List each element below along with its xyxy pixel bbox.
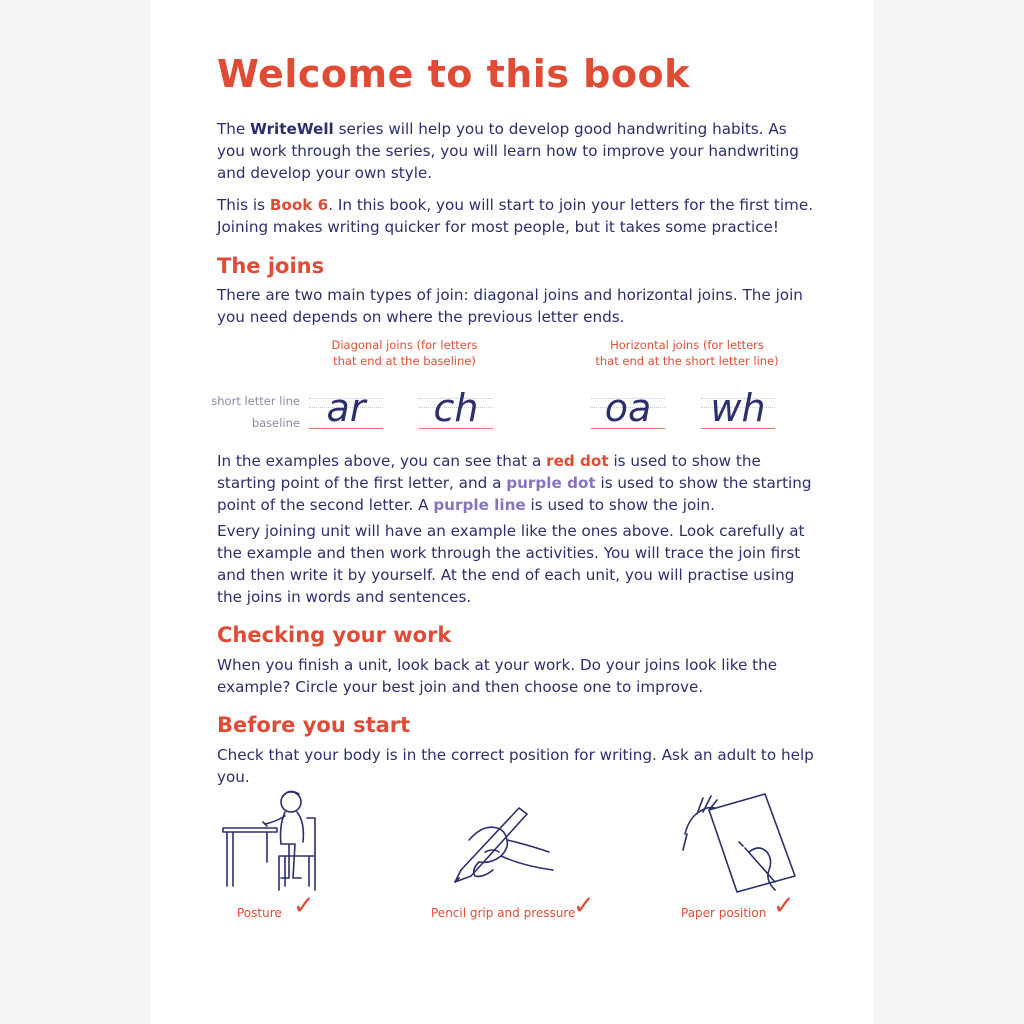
paper-position-tick-icon: ✓ [773,891,795,921]
join-example-ch: ch [419,386,493,436]
paper-position-illustration [679,790,799,894]
section-heading-checking: Checking your work [217,623,452,647]
posture-tick-icon: ✓ [293,891,315,921]
intro-paragraph-1: The WriteWell series will help you to develop good handwriting habits. As you work through the series, you will learn how to improve your handwriting and develop your own style. [217,120,799,182]
baseline-label: baseline [251,416,300,430]
purple-line-term: purple line [433,496,526,514]
pencil-grip-tick-icon: ✓ [573,891,595,921]
pencil-grip-label: Pencil grip and pressure [431,906,576,920]
every-unit-paragraph: Every joining unit will have an example like the ones above. Look carefully at the example and then work through the activities. You will trace the join first and then write it by yourself. At the end of each unit, you will practise using the joins in words and sentences. [217,522,805,606]
red-dot-term: red dot [546,452,609,470]
dots-explanation: In the examples above, you can see that a red dot is used to show the starting point of the first letter, and a purple dot is used to show the starting point of the second letter. A purple line is used to show the join. [217,452,812,514]
section-heading-joins: The joins [217,254,325,278]
horizontal-caption: Horizontal joins (for letters that end at the short letter line) [595,338,779,368]
paper-position-label: Paper position [681,906,767,920]
section-heading-before: Before you start [217,713,411,737]
posture-label: Posture [237,906,282,920]
intro-paragraph-2: This is Book 6. In this book, you will start to join your letters for the first time. Joining makes writing quicker for most people, but it takes some practice! [217,196,814,236]
join-example-wh: wh [701,386,775,436]
before-paragraph: Check that your body is in the correct position for writing. Ask an adult to help you. [217,746,814,786]
pencil-grip-illustration [449,800,559,890]
page-title: Welcome to this book [217,52,690,96]
join-example-ar: ar [309,386,383,436]
purple-dot-term: purple dot [506,474,596,492]
diagonal-caption: Diagonal joins (for letters that end at the baseline) [331,338,478,368]
checking-paragraph: When you finish a unit, look back at your work. Do your joins look like the example? Circle your best join and then choose one to improve. [217,656,778,696]
book-number: Book 6 [269,196,329,214]
join-example-oa: oa [591,386,665,436]
short-letter-line-label: short letter line [211,394,300,408]
brand-name: WriteWell [250,120,334,138]
posture-illustration [219,782,331,892]
joins-paragraph: There are two main types of join: diagonal joins and horizontal joins. The join you need depends on where the previous letter ends. [217,286,803,326]
page [150,0,874,1024]
